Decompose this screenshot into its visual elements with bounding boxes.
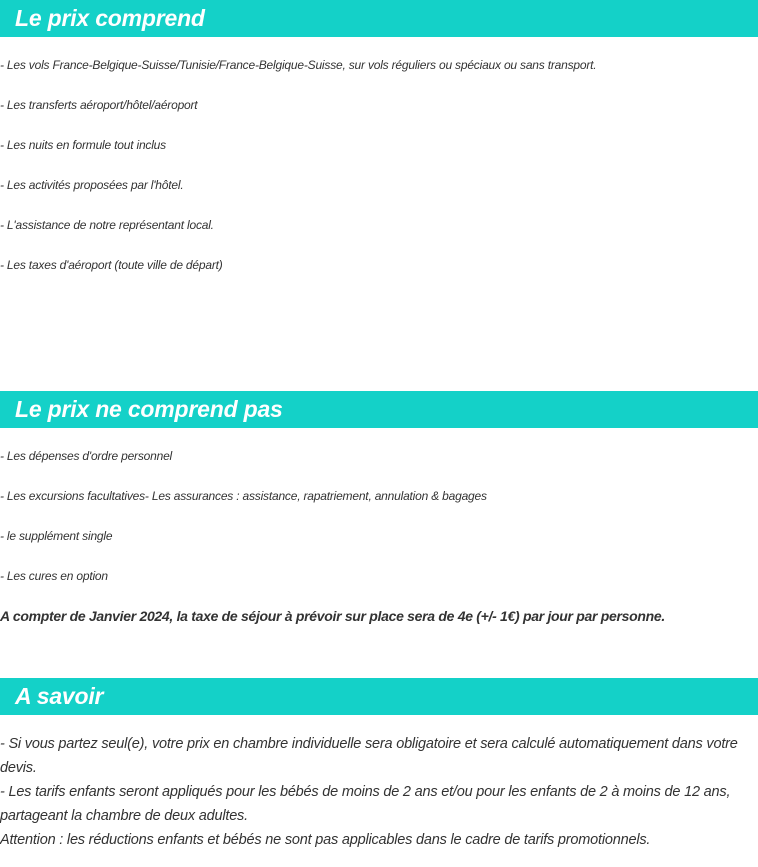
includes-item: - Les transferts aéroport/hôtel/aéroport — [0, 98, 198, 112]
section-header-savoir: A savoir — [0, 678, 758, 715]
section-header-excludes: Le prix ne comprend pas — [0, 391, 758, 428]
includes-item: - Les activités proposées par l'hôtel. — [0, 178, 184, 192]
savoir-paragraph: - Les tarifs enfants seront appliqués pour les bébés de moins de 2 ans et/ou pour les enfants de 2 à moins de 12 ans, partageant la chambre de deux adultes. — [0, 784, 731, 824]
includes-item: - Les nuits en formule tout inclus — [0, 138, 166, 152]
savoir-paragraph: - Si vous partez seul(e), votre prix en chambre individuelle sera obligatoire et sera calculé automatiquement dans votre devis. — [0, 736, 738, 776]
excludes-item: - Les excursions facultatives- Les assurances : assistance, rapatriement, annulation & bagages — [0, 489, 487, 503]
savoir-paragraph: Attention : les réductions enfants et bébés ne sont pas applicables dans le cadre de tarifs promotionnels. — [0, 832, 651, 848]
includes-item: - L'assistance de notre représentant local. — [0, 218, 214, 232]
excludes-item: - le supplément single — [0, 529, 113, 543]
excludes-item: - Les cures en option — [0, 569, 108, 583]
savoir-content — [0, 732, 756, 852]
includes-item: - Les taxes d'aéroport (toute ville de départ) — [0, 258, 223, 272]
excludes-item: - Les dépenses d'ordre personnel — [0, 449, 173, 463]
includes-item: - Les vols France-Belgique-Suisse/Tunisie/France-Belgique-Suisse, sur vols réguliers ou spéciaux ou sans transport. — [0, 58, 597, 72]
tourist-tax-note: A compter de Janvier 2024, la taxe de séjour à prévoir sur place sera de 4e (+/- 1€) par jour par personne. — [0, 608, 665, 624]
section-header-includes: Le prix comprend — [0, 0, 758, 37]
